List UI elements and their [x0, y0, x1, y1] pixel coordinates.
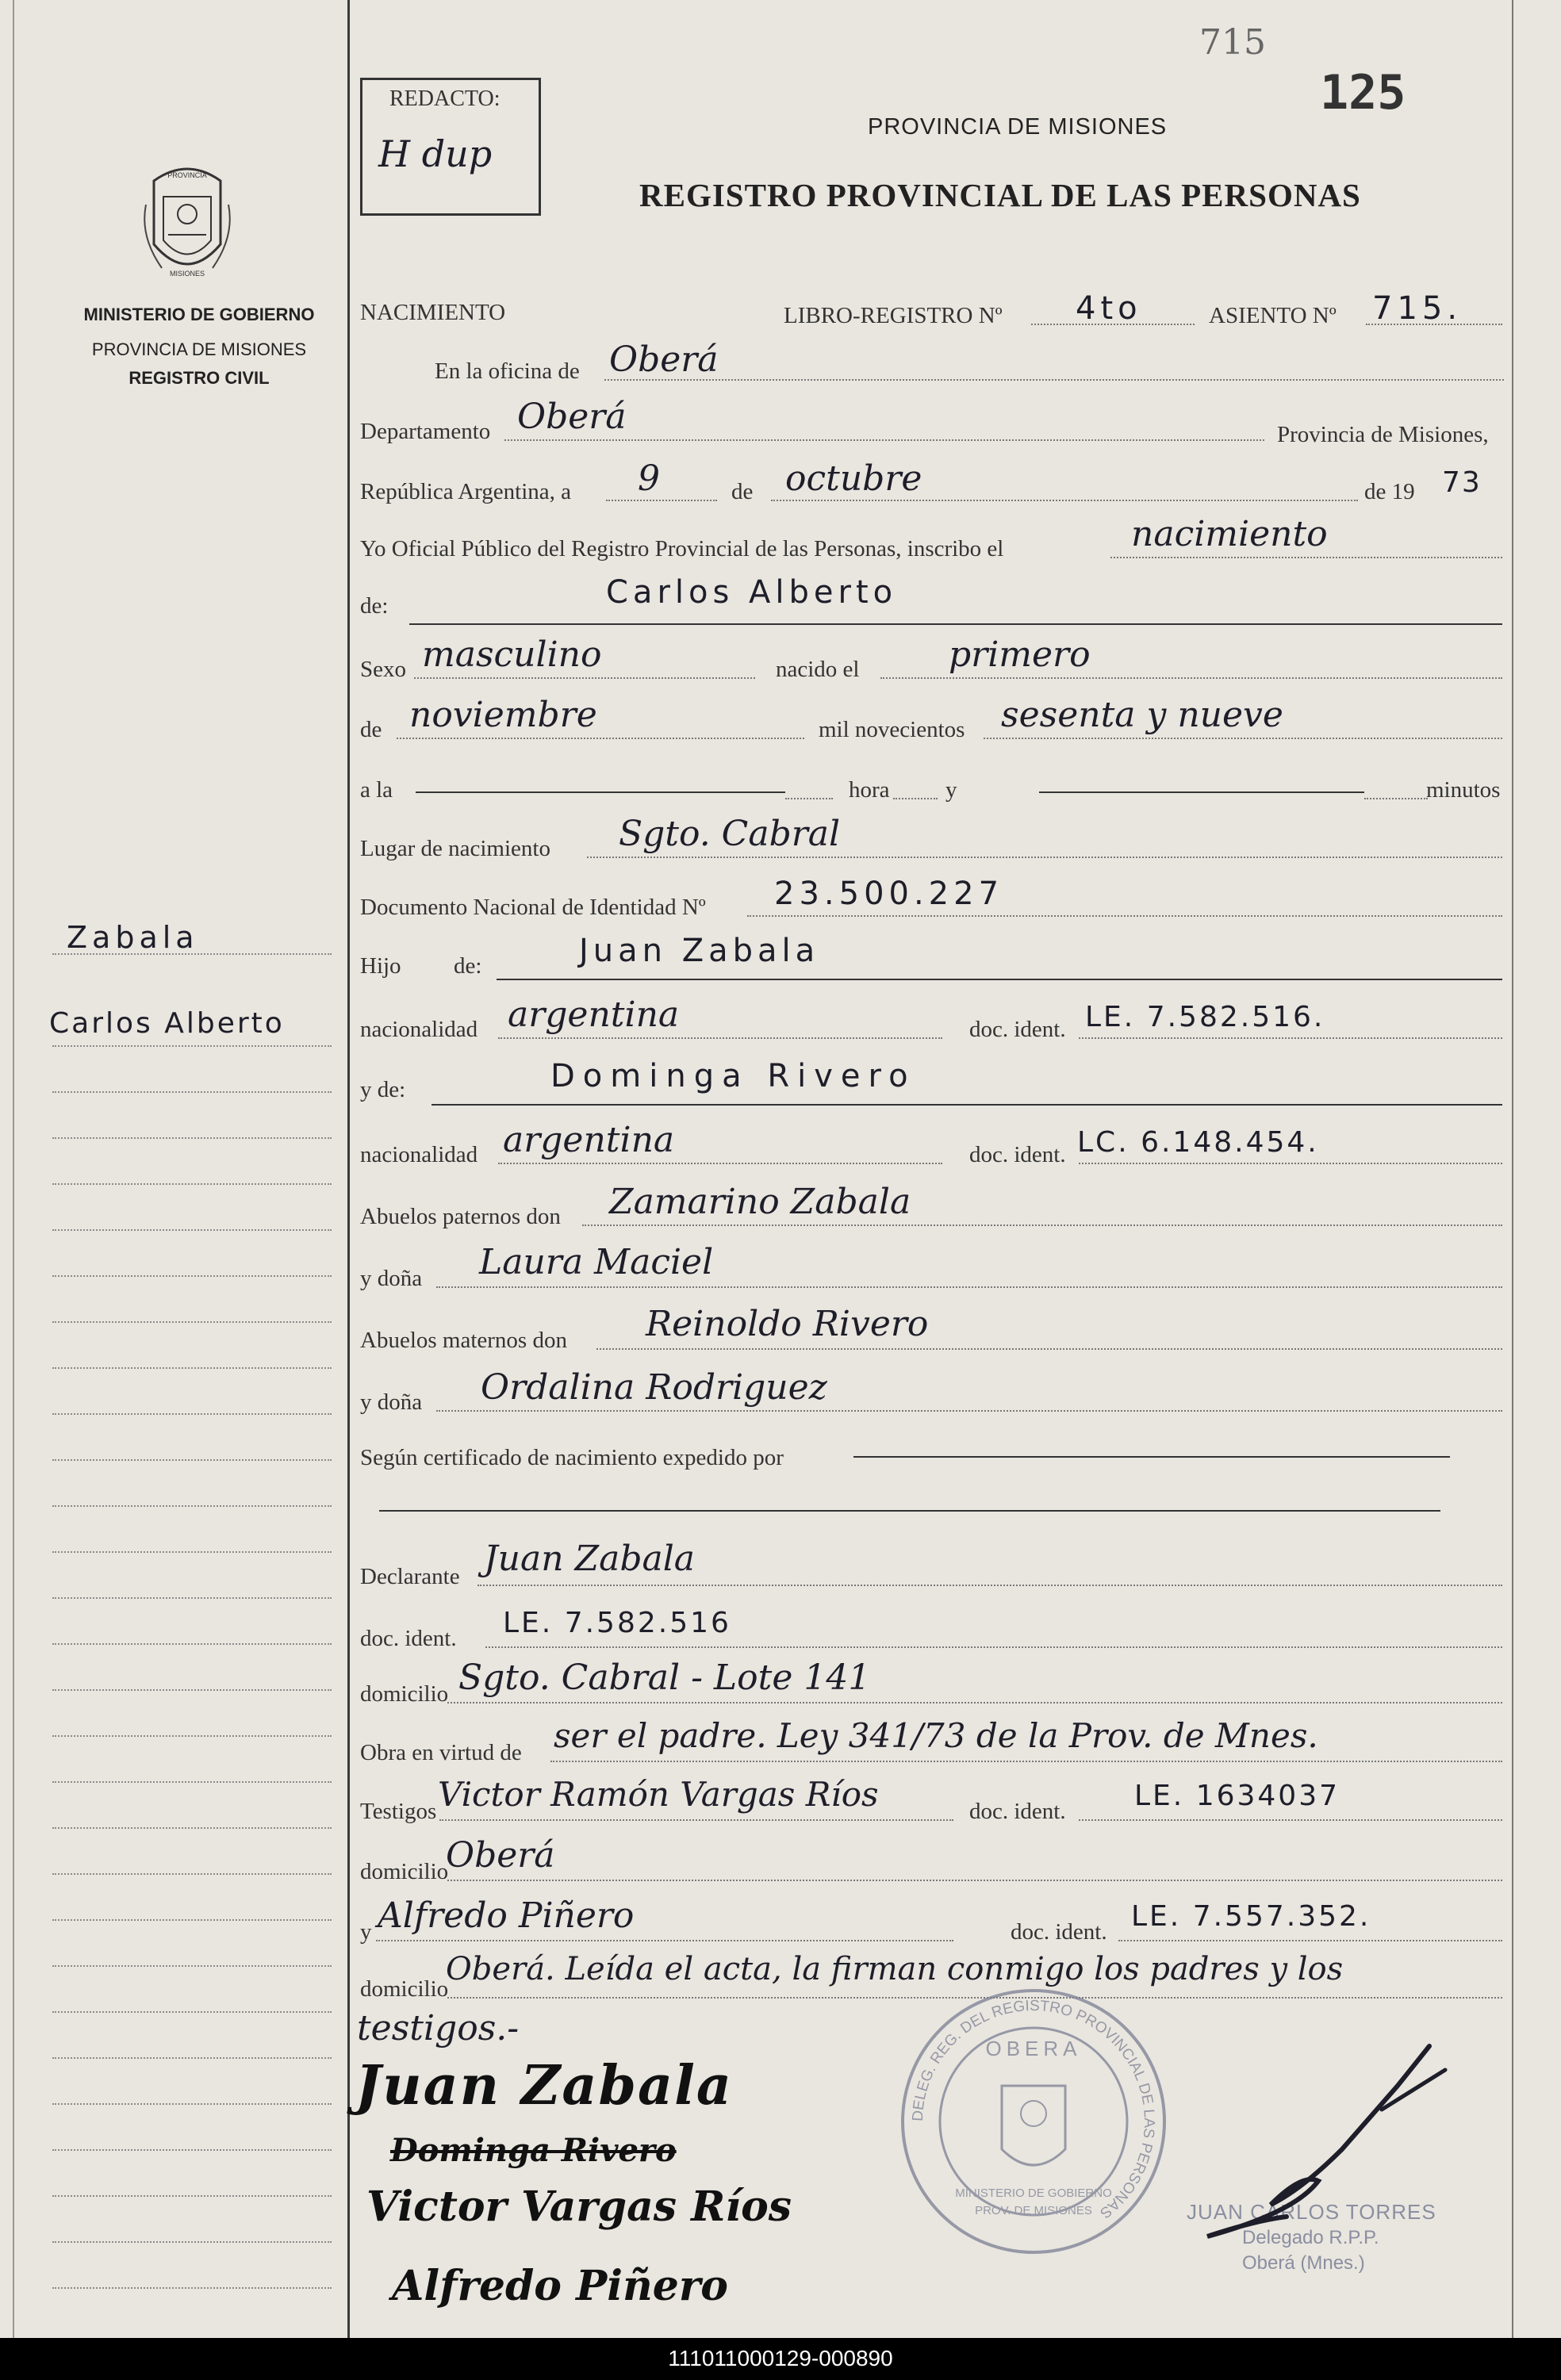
testigo2-dom-label: domicilio	[360, 1976, 449, 2002]
margin-line	[52, 1689, 332, 1691]
testigo2-value: Alfredo Piñero	[378, 1895, 635, 1936]
page-number-handwritten: 715	[1199, 22, 1266, 63]
margin-line	[52, 1183, 332, 1185]
margin-line	[52, 1413, 332, 1415]
obra-label: Obra en virtud de	[360, 1740, 522, 1765]
official-name: JUAN CARLOS TORRES	[1187, 2200, 1436, 2224]
de2-label: de	[360, 717, 382, 742]
hora-dots	[893, 798, 938, 799]
oficina-label: En la oficina de	[435, 358, 580, 384]
margin-line	[52, 1827, 332, 1829]
testigos-label: Testigos	[360, 1799, 437, 1824]
margin-line	[52, 1643, 332, 1645]
inscripcion-value: nacimiento	[1131, 514, 1328, 554]
coat-of-arms-icon	[138, 157, 236, 287]
hijo-de-label: de:	[454, 953, 482, 979]
nac-madre-label: nacionalidad	[360, 1142, 478, 1167]
sexo-value: masculino	[422, 634, 602, 675]
stamp-center-text: OBERA	[985, 2037, 1082, 2060]
declarante-dom-label: domicilio	[360, 1681, 449, 1707]
hijo-label: Hijo	[360, 953, 401, 979]
doc-madre-label: doc. ident.	[969, 1142, 1066, 1167]
header-registry: REGISTRO PROVINCIAL DE LAS PERSONAS	[639, 177, 1361, 213]
footer-code: 111011000129-000890	[668, 2346, 893, 2370]
margin-line	[52, 1505, 332, 1507]
abuelo-mat-line	[596, 1348, 1502, 1350]
seal-bottom-text: MISIONES	[169, 270, 205, 278]
nacido-anio-line	[984, 738, 1502, 739]
nac-padre-line	[498, 1037, 942, 1039]
departamento-label: Departamento	[360, 419, 491, 444]
margin-line	[52, 1275, 332, 1277]
declarante-doc-value: LE. 7.582.516	[503, 1607, 731, 1639]
dni-line	[747, 915, 1502, 917]
dni-value: 23.500.227	[774, 876, 1004, 912]
certificado-label: Según certificado de nacimiento expedido por	[360, 1445, 784, 1470]
ministry-title: MINISTERIO DE GOBIERNO	[83, 305, 315, 324]
signature-dominga-rivero: Dominga Rivero	[390, 2132, 677, 2169]
padre-line	[497, 979, 1502, 980]
sexo-line	[414, 677, 755, 679]
margin-line	[52, 2149, 332, 2151]
margin-line	[52, 1965, 332, 1967]
testigo1-dom-value: Oberá	[446, 1835, 555, 1876]
dona-mat-label: y doña	[360, 1389, 423, 1415]
libro-label: LIBRO-REGISTRO Nº	[784, 303, 1003, 328]
de-label: de	[731, 479, 754, 504]
a-la-line	[416, 791, 785, 793]
abuelo-pat-line	[582, 1224, 1502, 1226]
margin-line	[52, 2195, 332, 2197]
nacido-dia-line	[880, 677, 1502, 679]
lugar-line	[587, 857, 1502, 858]
doc-padre-label: doc. ident.	[969, 1017, 1066, 1042]
margin-line	[52, 1045, 332, 1047]
doc-madre-value: LC. 6.148.454.	[1077, 1126, 1319, 1159]
departamento-value: Oberá	[517, 397, 627, 437]
anio-value: 73	[1442, 466, 1482, 499]
obra-value: ser el padre. Ley 341/73 de la Prov. de Mnes.	[554, 1716, 1318, 1755]
certificado-line-2	[379, 1510, 1440, 1512]
dona-pat-label: y doña	[360, 1266, 423, 1291]
testigo2-line	[376, 1940, 953, 1941]
departamento-line	[504, 439, 1264, 441]
left-edge-line	[13, 0, 14, 2338]
yo-label: Yo Oficial Público del Registro Provincial de las Personas, inscribo el	[360, 536, 1004, 561]
registry-stamp-icon	[895, 1983, 1172, 2260]
footer-bar	[0, 2338, 1561, 2380]
republica-label: República Argentina, a	[360, 479, 572, 504]
abuelos-mat-label: Abuelos maternos don	[360, 1328, 567, 1353]
declarante-label: Declarante	[360, 1564, 460, 1589]
testigo1-doc-value: LE. 1634037	[1134, 1780, 1340, 1812]
lugar-value: Sgto. Cabral	[619, 814, 841, 854]
doc-padre-value: LE. 7.582.516.	[1085, 1001, 1325, 1033]
abuela-pat-line	[436, 1286, 1502, 1288]
seal-top-text: PROVINCIA	[167, 171, 207, 179]
doc-madre-line	[1079, 1163, 1502, 1164]
minutos-line	[1039, 791, 1364, 793]
a-la-label: a la	[360, 777, 393, 803]
margin-line	[52, 1229, 332, 1231]
margin-line	[52, 2103, 332, 2105]
margin-line	[52, 1873, 332, 1875]
nacido-label: nacido el	[776, 657, 860, 682]
mes-value: octubre	[785, 458, 922, 499]
redacto-label: REDACTO:	[389, 86, 501, 111]
margin-line	[52, 1091, 332, 1093]
a-la-dots	[785, 798, 833, 799]
obra-line	[550, 1761, 1502, 1762]
nombre-line	[409, 623, 1502, 625]
inscripcion-line	[1110, 557, 1502, 558]
margin-divider	[347, 0, 350, 2338]
nacido-mes-line	[397, 738, 804, 739]
declarante-doc-label: doc. ident.	[360, 1626, 457, 1651]
madre-line	[431, 1104, 1502, 1106]
official-signature-icon	[1160, 2038, 1461, 2252]
testigo2-dom-value: Oberá. Leída el acta, la firman conmigo los padres y los	[446, 1951, 1344, 1987]
ministry-province: PROVINCIA DE MISIONES	[91, 339, 307, 359]
margin-line	[52, 2011, 332, 2013]
doc-padre-line	[1079, 1037, 1502, 1039]
dia-value: 9	[638, 458, 660, 499]
margin-line	[52, 2241, 332, 2243]
de-nombre-label: de:	[360, 593, 389, 619]
signature-victor-vargas: Victor Vargas Ríos	[366, 2183, 792, 2231]
oficina-line	[604, 379, 1504, 381]
testigo1-dom-line	[447, 1880, 1502, 1881]
margin-line	[52, 1367, 332, 1369]
declarante-dom-line	[447, 1702, 1502, 1704]
hora-label: hora	[849, 777, 890, 803]
continuacion-value: testigos.-	[357, 2008, 520, 2048]
nacido-anio-value: sesenta y nueve	[1001, 695, 1283, 735]
libro-value: 4to	[1076, 290, 1142, 327]
testigo1-line	[439, 1819, 953, 1821]
redacto-value: H dup	[378, 132, 493, 175]
declarante-line	[478, 1585, 1502, 1586]
asiento-label: ASIENTO Nº	[1209, 303, 1337, 328]
lugar-label: Lugar de nacimiento	[360, 836, 550, 861]
margin-line	[52, 1919, 332, 1921]
margin-line	[52, 1597, 332, 1599]
mil-label: mil novecientos	[819, 717, 965, 742]
nombre-value: Carlos Alberto	[606, 574, 898, 611]
testigo1-doc-line	[1079, 1819, 1502, 1821]
nac-madre-line	[498, 1163, 942, 1164]
margin-line	[52, 1459, 332, 1461]
margin-line	[52, 2057, 332, 2059]
certificado-line	[853, 1456, 1450, 1458]
de-anio-label: de 19	[1364, 479, 1415, 504]
nac-madre-value: argentina	[503, 1120, 675, 1160]
testigo1-dom-label: domicilio	[360, 1859, 449, 1884]
margin-surname: Zabala	[67, 920, 199, 955]
testigo2-doc-value: LE. 7.557.352.	[1131, 1900, 1371, 1933]
stamp-province-text: PROV. DE MISIONES	[975, 2204, 1092, 2217]
nac-padre-label: nacionalidad	[360, 1017, 478, 1042]
margin-line	[52, 1781, 332, 1783]
dia-line	[606, 500, 717, 501]
header-province: PROVINCIA DE MISIONES	[868, 114, 1168, 140]
padre-value: Juan Zabala	[579, 933, 820, 969]
stamp-ring-text: DELEG. REG. DEL REGISTRO PROVINCIAL DE LAS PERSONAS	[909, 1997, 1158, 2221]
testigo1-value: Victor Ramón Vargas Ríos	[438, 1775, 879, 1814]
ministry-civil-registry: REGISTRO CIVIL	[128, 368, 270, 388]
abuelo-mat-value: Reinoldo Rivero	[646, 1304, 929, 1344]
margin-line	[52, 1735, 332, 1737]
margin-line	[52, 953, 332, 955]
official-place: Oberá (Mnes.)	[1242, 2252, 1365, 2274]
abuelos-pat-label: Abuelos paternos don	[360, 1204, 561, 1229]
minutos-dots	[1364, 798, 1428, 799]
asiento-value: 715.	[1372, 290, 1463, 327]
provincia-label: Provincia de Misiones,	[1277, 422, 1489, 447]
declarante-value: Juan Zabala	[484, 1539, 696, 1579]
madre-value: Dominga Rivero	[550, 1058, 916, 1094]
redacto-box	[360, 78, 541, 216]
margin-line	[52, 2287, 332, 2289]
y-label: y	[945, 777, 957, 803]
signature-juan-zabala: Juan Zabala	[355, 2054, 733, 2117]
mes-line	[771, 500, 1358, 501]
sexo-label: Sexo	[360, 657, 406, 682]
y-de-label: y de:	[360, 1077, 406, 1102]
record-type: NACIMIENTO	[360, 300, 506, 325]
signature-alfredo-pinero: Alfredo Piñero	[392, 2262, 728, 2310]
nac-padre-value: argentina	[508, 995, 680, 1035]
testigo2-doc-line	[1118, 1940, 1502, 1941]
abuelo-pat-value: Zamarino Zabala	[609, 1182, 911, 1222]
dni-label: Documento Nacional de Identidad Nº	[360, 895, 706, 920]
page-number-stamp: 125	[1320, 65, 1406, 121]
stamp-ministry-text: MINISTERIO DE GOBIERNO	[955, 2186, 1112, 2200]
margin-given-names: Carlos Alberto	[49, 1007, 285, 1040]
declarante-dom-value: Sgto. Cabral - Lote 141	[458, 1658, 871, 1698]
testigo1-doc-label: doc. ident.	[969, 1799, 1066, 1824]
oficina-value: Oberá	[609, 339, 719, 380]
nacido-mes-value: noviembre	[409, 695, 597, 735]
abuela-mat-line	[436, 1410, 1502, 1412]
margin-line	[52, 1321, 332, 1323]
margin-line	[52, 1137, 332, 1139]
minutos-label: minutos	[1426, 777, 1501, 803]
abuela-mat-value: Ordalina Rodriguez	[481, 1367, 827, 1408]
declarante-doc-line	[485, 1646, 1502, 1648]
official-title: Delegado R.P.P.	[1242, 2227, 1379, 2248]
nacido-dia-value: primero	[949, 634, 1091, 675]
testigo2-y-label: y	[360, 1919, 372, 1945]
margin-line	[52, 1551, 332, 1553]
right-edge-line	[1512, 0, 1513, 2338]
abuela-pat-value: Laura Maciel	[479, 1242, 714, 1282]
testigo2-doc-label: doc. ident.	[1011, 1919, 1107, 1945]
